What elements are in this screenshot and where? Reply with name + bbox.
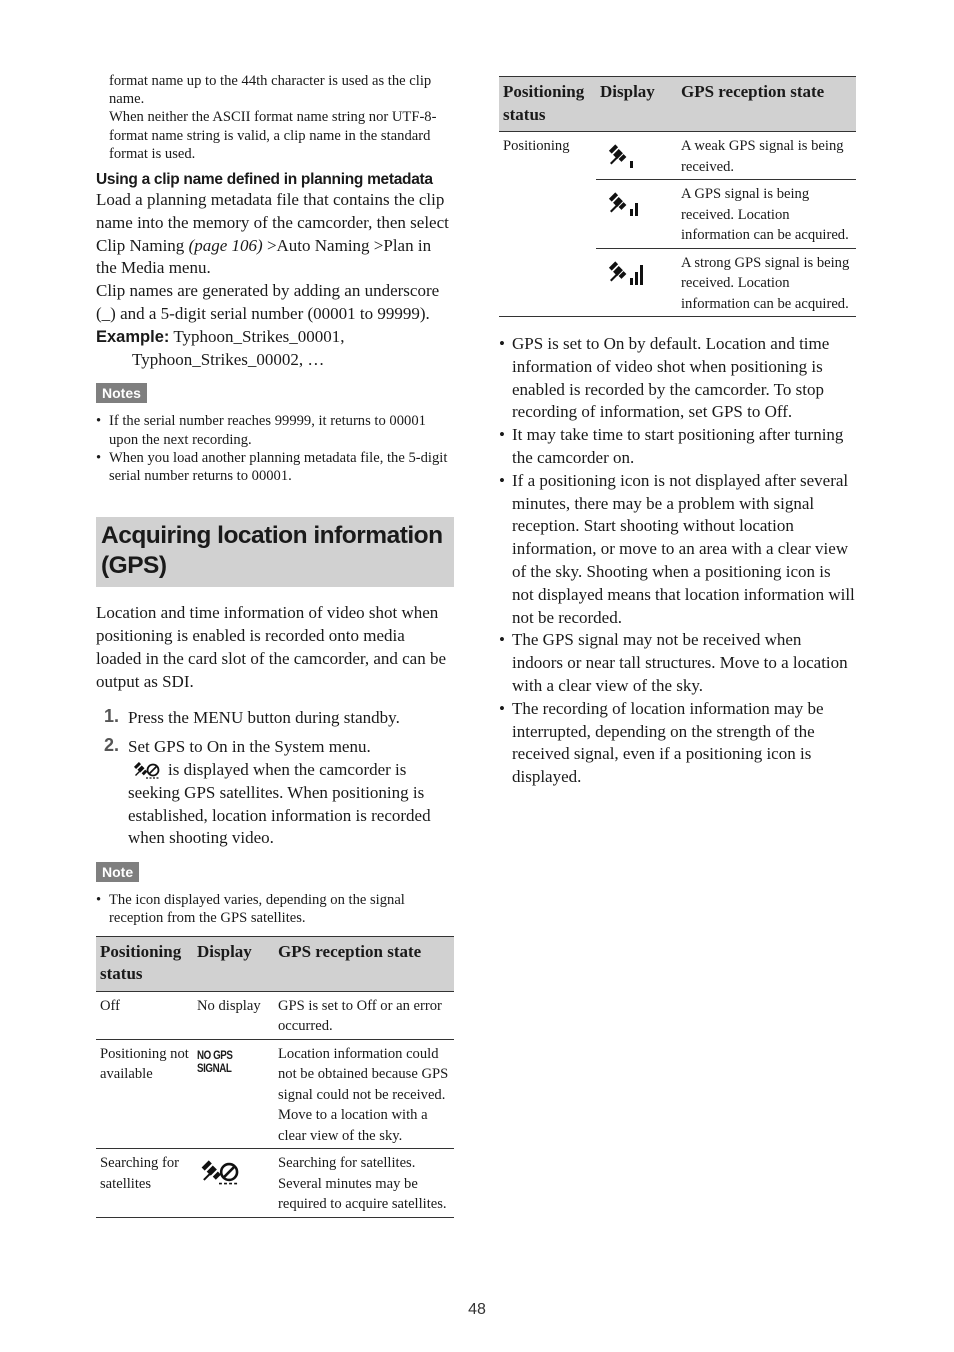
display-cell <box>596 248 677 317</box>
state-cell: Searching for satellites. Several minutes may be required to acquire satellites. <box>274 1149 454 1218</box>
left-column <box>96 72 454 1218</box>
intro-line: format name up to the 44th character is used as the clip name. <box>109 73 432 108</box>
example: Example: Typhoon_Strikes_00001, <box>96 326 345 346</box>
list-item: • The recording of location information may be interrupted, depending on the strength of the received signal, even if a positioning icon is displayed. <box>499 698 856 789</box>
table-row <box>499 132 856 180</box>
step-number: 1. <box>104 706 120 727</box>
list-item: • If a positioning icon is not displayed after several minutes, there may be a problem with signal reception. Start shooting without location information, or move to an area with a clear view of the sky. Shooting when a positioning icon is not displayed means that location information will not be recorded. <box>499 470 856 630</box>
list-item: • GPS is set to On by default. Location and time information of video shot when positioning is enabled is recorded by the camcorder. To stop recording of information, set GPS to Off. <box>499 333 856 424</box>
step-item: 1. Press the MENU button during standby. <box>104 706 400 728</box>
no-gps-signal-icon: NO GPS SIGNAL <box>197 1049 233 1075</box>
display-cell <box>193 1149 274 1218</box>
list-item: • The icon displayed varies, depending on the signal reception from the GPS satellites. <box>96 891 454 927</box>
example-label: Example: <box>96 327 170 346</box>
status-cell: Positioning not available <box>96 1039 193 1149</box>
page-number: 48 <box>468 1301 486 1318</box>
table-header-row <box>96 936 454 991</box>
gps-searching-icon <box>197 1159 270 1185</box>
section-intro: Location and time information of video shot when positioning is enabled is recorded onto media loaded in the card slot of the camcorder, and can be output as SDI. <box>96 603 447 691</box>
list-item: • It may take time to start positioning after turning the camcorder on. <box>499 424 856 470</box>
table-header-row <box>499 77 856 132</box>
paragraph: Load a planning metadata file that contains the clip name into the memory of the camcorder, then select Clip Naming (page 106) >Auto Naming >Plan in the Media menu. <box>96 190 449 278</box>
column-header: Display <box>193 936 274 991</box>
step-number: 2. <box>104 735 120 756</box>
example-line: Typhoon_Strikes_00002, … <box>132 349 325 369</box>
note-list <box>96 891 454 927</box>
step-item: 2. Set GPS to On in the System menu. is displayed when the camcorder is seeking GPS satellites. When positioning is established, location information is recorded when shooting video. <box>104 735 431 848</box>
state-cell: A GPS signal is being received. Location information can be acquired. <box>677 180 856 249</box>
status-cell: Searching for satellites <box>96 1149 193 1218</box>
gps-positioning-table <box>499 76 856 317</box>
gps-strong-signal-icon <box>600 259 673 287</box>
table-row <box>96 1039 454 1149</box>
gps-status-table <box>96 936 454 1218</box>
intro-line: When neither the ASCII format name string nor UTF-8-format name string is valid, a clip name in the standard format is used. <box>109 109 437 162</box>
state-cell: A strong GPS signal is being received. Location information can be acquired. <box>677 248 856 317</box>
status-cell: Positioning <box>499 132 596 317</box>
list-item: • When you load another planning metadata file, the 5-digit serial number returns to 00001. <box>96 449 454 485</box>
display-cell <box>193 1039 274 1149</box>
gps-notes-list <box>499 333 856 789</box>
paragraph: Clip names are generated by adding an underscore (_) and a 5-digit serial number (00001 to 99999). <box>96 281 440 323</box>
section-title: Acquiring location information (GPS) <box>96 517 454 587</box>
column-header: Positioning status <box>96 936 193 991</box>
list-item: • If the serial number reaches 99999, it returns to 00001 upon the next recording. <box>96 412 454 448</box>
steps-list <box>96 707 454 850</box>
subsection-heading: Using a clip name defined in planning metadata <box>96 171 433 189</box>
state-cell: Location information could not be obtained because GPS signal could not be received. Move to a location with a clear view of the sky. <box>274 1039 454 1149</box>
status-cell: Off <box>96 991 193 1039</box>
note-tag: Note <box>96 862 139 882</box>
column-header: Display <box>596 77 677 132</box>
notes-list <box>96 412 454 485</box>
gps-searching-icon <box>132 761 160 779</box>
gps-medium-signal-icon <box>600 190 673 218</box>
table-row <box>96 991 454 1039</box>
right-column <box>499 76 856 789</box>
display-cell <box>596 180 677 249</box>
column-header: GPS reception state <box>677 77 856 132</box>
state-cell: A weak GPS signal is being received. <box>677 132 856 180</box>
state-cell: GPS is set to Off or an error occurred. <box>274 991 454 1039</box>
display-cell <box>596 132 677 180</box>
display-cell: No display <box>193 991 274 1039</box>
page-reference-link[interactable]: (page 106) <box>188 235 263 255</box>
column-header: Positioning status <box>499 77 596 132</box>
list-item: • The GPS signal may not be received when indoors or near tall structures. Move to a location with a clear view of the sky. <box>499 629 856 697</box>
gps-weak-signal-icon <box>600 142 673 170</box>
column-header: GPS reception state <box>274 936 454 991</box>
notes-tag: Notes <box>96 383 147 403</box>
table-row <box>96 1149 454 1218</box>
